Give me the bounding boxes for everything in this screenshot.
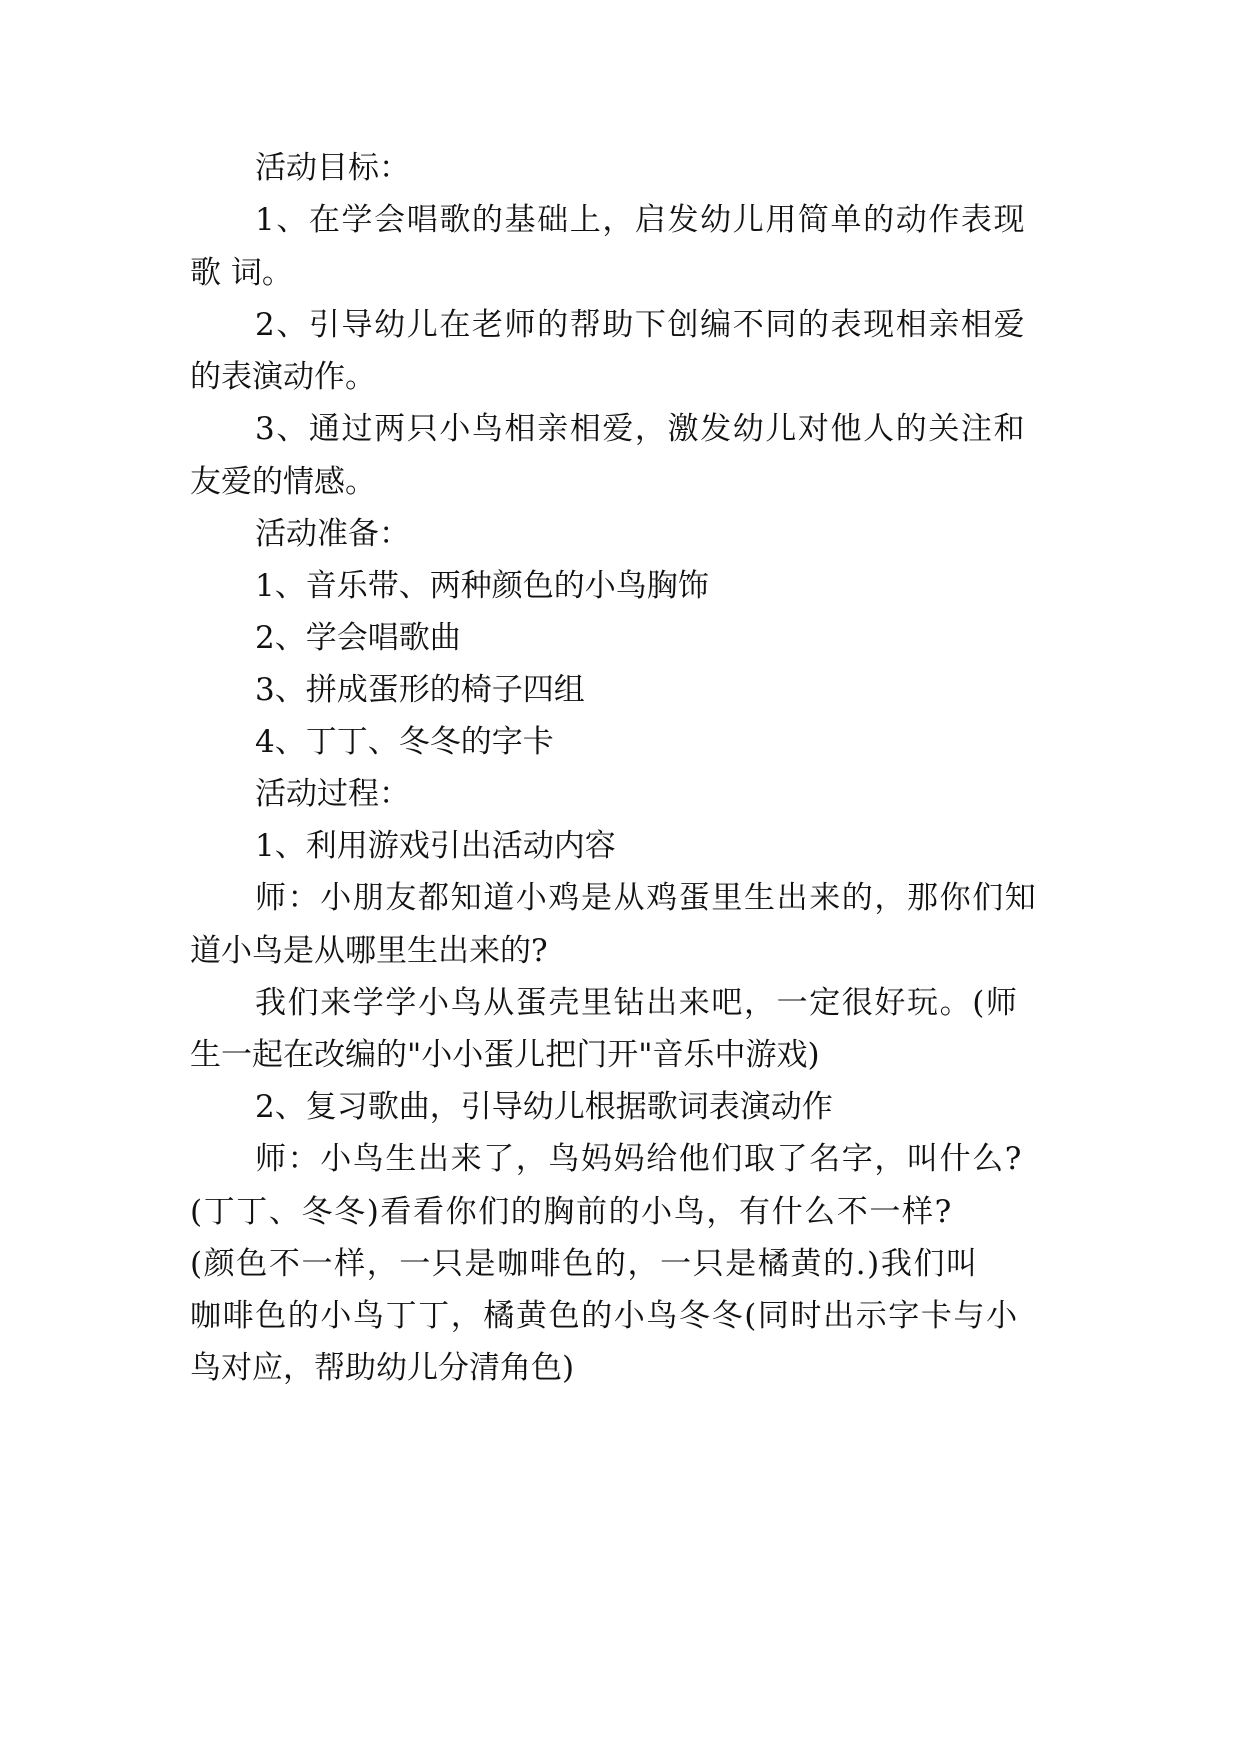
paragraph-line: 咖啡色的小鸟丁丁，橘黄色的小鸟冬冬(同时出示字卡与小 — [190, 1298, 1019, 1334]
list-item: 4、丁丁、冬冬的字卡 — [255, 724, 554, 760]
paragraph-line: 师：小朋友都知道小鸡是从鸡蛋里生出来的，那你们知 — [255, 880, 1038, 916]
paragraph-line: 1、在学会唱歌的基础上，启发幼儿用简单的动作表现 — [255, 202, 1027, 238]
list-item: 1、音乐带、两种颜色的小鸟胸饰 — [255, 568, 709, 604]
paragraph-line: 3、通过两只小鸟相亲相爱，激发幼儿对他人的关注和 — [255, 411, 1027, 447]
section-heading-process: 活动过程： — [255, 776, 410, 812]
list-item: 1、利用游戏引出活动内容 — [255, 828, 616, 864]
paragraph-line: 友爱的情感。 — [190, 464, 376, 500]
paragraph-line: 道小鸟是从哪里生出来的? — [190, 933, 548, 969]
paragraph-line: 歌 词。 — [190, 255, 293, 291]
paragraph-line: 师：小鸟生出来了，鸟妈妈给他们取了名字，叫什么? — [255, 1141, 1024, 1177]
paragraph-line: 我们来学学小鸟从蛋壳里钻出来吧，一定很好玩。(师 — [255, 985, 1019, 1021]
paragraph-line: (丁丁、冬冬)看看你们的胸前的小鸟，有什么不一样? — [190, 1194, 953, 1230]
paragraph-line: (颜色不一样，一只是咖啡色的，一只是橘黄的.)我们叫 — [190, 1246, 979, 1282]
paragraph-line: 鸟对应，帮助幼儿分清角色) — [190, 1350, 575, 1386]
section-heading-preparation: 活动准备： — [255, 516, 410, 552]
paragraph-line: 的表演动作。 — [190, 359, 376, 395]
paragraph-line: 生一起在改编的"小小蛋儿把门开"音乐中游戏) — [190, 1037, 820, 1073]
list-item: 2、学会唱歌曲 — [255, 620, 461, 656]
section-heading-goals: 活动目标： — [255, 150, 410, 186]
list-item: 2、复习歌曲，引导幼儿根据歌词表演动作 — [255, 1089, 833, 1125]
paragraph-line: 2、引导幼儿在老师的帮助下创编不同的表现相亲相爱 — [255, 307, 1027, 343]
list-item: 3、拼成蛋形的椅子四组 — [255, 672, 585, 708]
